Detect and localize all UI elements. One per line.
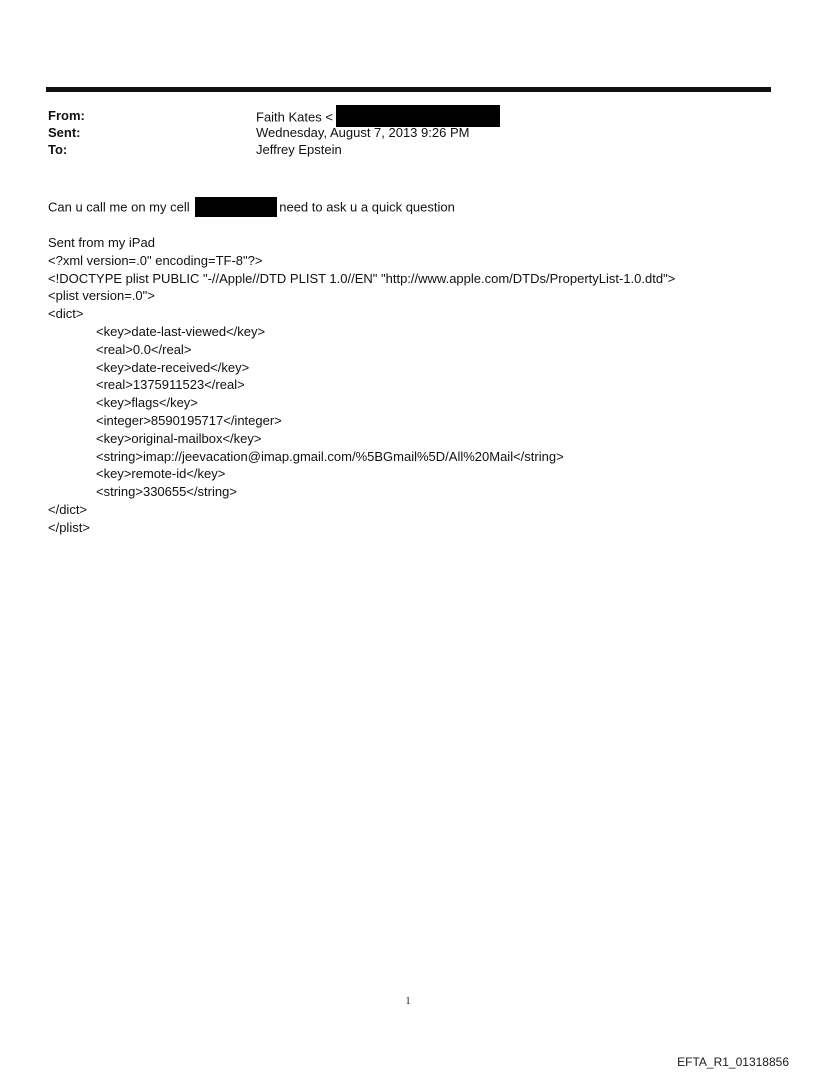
body-line: </dict> <box>48 501 88 517</box>
sent-label: Sent: <box>48 125 81 140</box>
to-label: To: <box>48 142 68 157</box>
body-line: </plist> <box>48 519 90 535</box>
body-line: <string>imap://jeevacation@imap.gmail.com/%5BGmail%5D/All%20Mail</string> <box>96 448 564 464</box>
to-value: Jeffrey Epstein <box>256 142 342 157</box>
body-line: <real>0.0</real> <box>96 341 192 357</box>
email-body <box>48 234 675 537</box>
header-divider <box>46 87 771 92</box>
sent-value: Wednesday, August 7, 2013 9:26 PM <box>256 125 470 140</box>
sender-email-bracket: < <box>325 109 333 125</box>
sent-row <box>48 124 748 141</box>
body-line: <key>date-received</key> <box>96 359 250 375</box>
body-line: <key>original-mailbox</key> <box>96 430 262 446</box>
redacted-phone-number <box>195 197 277 217</box>
body-line: <real>1375911523</real> <box>96 377 245 393</box>
body-line: <dict> <box>48 306 84 322</box>
to-row <box>48 141 748 158</box>
document-id: EFTA_R1_01318856 <box>677 1055 789 1069</box>
message-before-redaction: Can u call me on my cell <box>48 199 194 215</box>
body-line: <key>remote-id</key> <box>96 466 226 482</box>
body-line: <?xml version=.0" encoding=TF-8"?> <box>48 252 263 268</box>
from-label: From: <box>48 108 85 123</box>
sender-name: Faith Kates <box>256 109 322 125</box>
body-line: Sent from my iPad <box>48 235 155 250</box>
message-after-redaction: need to ask u a quick question <box>279 199 455 215</box>
email-header <box>48 107 748 158</box>
from-row <box>48 107 748 124</box>
body-line: <key>flags</key> <box>96 395 198 411</box>
body-line: <string>330655</string> <box>96 484 237 500</box>
body-line: <plist version=.0"> <box>48 288 155 304</box>
body-line: <integer>8590195717</integer> <box>96 412 282 428</box>
message-text <box>48 198 455 218</box>
page-number: 1 <box>405 996 411 1007</box>
body-line: <!DOCTYPE plist PUBLIC "-//Apple//DTD PLIST 1.0//EN" "http://www.apple.com/DTDs/PropertyList-1.0.dtd"> <box>48 270 676 286</box>
body-line: <key>date-last-viewed</key> <box>96 323 266 339</box>
